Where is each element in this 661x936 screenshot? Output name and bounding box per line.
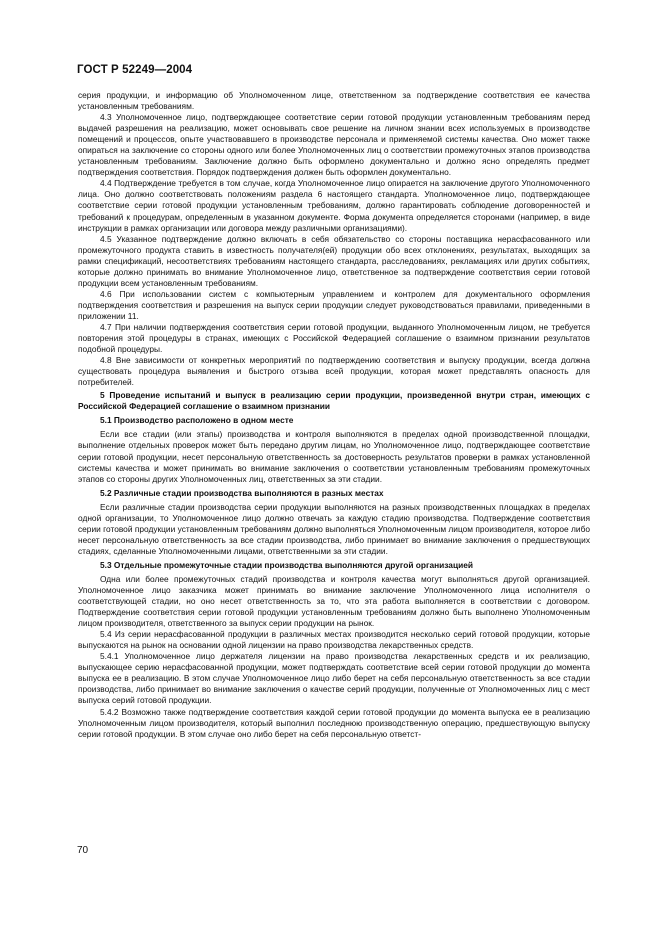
paragraph-4-5: 4.5 Указанное подтверждение должно включать в себя обязательство со стороны поставщика нерасфасованного или промежуточного продукта ставить в известность получателя(ей) продукции обо всех отклонениях, результатах, выходящих за рамки спецификаций, несоответствиях требованиям настоящего стандарта, расследованиях, рекламациях или других событиях, которые должно принимать во внимание Уполномоченное лицо, ответственное за подтверждение соответствия серии готовой продукции всем установленным требованиям. [78, 233, 590, 288]
paragraph-5-4-1: 5.4.1 Уполномоченное лицо держателя лицензии на право производства лекарственных средств и их реализацию, выпускающее серию нерасфасованной продукции, может подтверждать соответствие всей серии готовой продукции до момента выпуска ее в реализацию. В этом случае Уполномоченное лицо либо берет на себя персональную ответственность за все стадии производства, либо принимает во внимание заключения о качестве серий продукции, полученные от Уполномоченных лиц с мест выпуска серий готовой продукции. [78, 651, 590, 706]
paragraph-4-8: 4.8 Вне зависимости от конкретных мероприятий по подтверждению соответствия и выпуску продукции, всегда должна существовать процедура выявления и быстрого отзыва всей продукции, которая может представлять опасность для потребителей. [78, 355, 590, 388]
paragraph-5-4-2: 5.4.2 Возможно также подтверждение соответствия каждой серии готовой продукции до момента выпуска ее в реализацию Уполномоченным лицом производителя, который выполнил последнюю производственную операцию, предшествующую выпуску серии готовой продукции. В этом случае оно либо берет на себя персональную ответст- [78, 706, 590, 739]
section-5-heading: 5 Проведение испытаний и выпуск в реализацию серии продукции, произведенной внутри стран, имеющих с Российской Федерацией соглашение о взаимном признании [78, 390, 590, 412]
document-body [78, 90, 590, 740]
subsection-5-2-heading: 5.2 Различные стадии производства выполняются в разных местах [100, 487, 384, 498]
paragraph-5-4: 5.4 Из серии нерасфасованной продукции в различных местах производится несколько серий готовой продукции, которые выпускаются на рынок на основании одной лицензии на право производства лекарственных средств. [78, 629, 590, 651]
paragraph-continuation: серия продукции, и информацию об Уполномоченном лице, ответственном за подтверждение соответствия ее качества установленным требованиям. [78, 90, 590, 112]
paragraph-4-3: 4.3 Уполномоченное лицо, подтверждающее соответствие серии готовой продукции установленным требованиям перед выдачей разрешения на реализацию, может основывать свое решение на личном знании всех используемых в производстве помещений и процессов, опыте участвовавшего в производстве персонала и применяемой системы качества. Оно может также опираться на заключение со стороны одного или более Уполномоченных лиц о соответствии промежуточных этапов производства установленным требованиям. Заключение должно быть оформлено документально и должно ясно определять предмет подтверждения соответствия. Порядок подтверждения должен быть оформлен документально. [78, 112, 590, 178]
document-header: ГОСТ Р 52249—2004 [77, 64, 193, 76]
paragraph-5-1: Если все стадии (или этапы) производства и контроля выполняются в пределах одной производственной площадки, выполнение отдельных проверок может быть передано другим лицам, но Уполномоченное лицо, подтверждающее соответствие серии готовой продукции, несет персональную ответственность за достоверность результатов проверки в рамках установленной системы качества и может принимать во внимание заключения о соответствии установленным требованиям промежуточных этапов со стороны других Уполномоченных лиц, ответственных за эти стадии. [78, 429, 590, 484]
paragraph-5-2: Если различные стадии производства серии продукции выполняются на разных производственных площадках в пределах одной организации, то Уполномоченное лицо должно отвечать за каждую стадию производства. Подтверждение соответствия серии готовой продукции установленным требованиям должно выполняться Уполномоченным лицом производителя, которое либо несет персональную ответственность за все стадии производства, либо принимает во внимание заключения о предшествующих стадиях, сделанные Уполномоченными лицами, ответственными за эти стадии. [78, 501, 590, 556]
paragraph-5-3: Одна или более промежуточных стадий производства и контроля качества могут выполняться другой организацией. Уполномоченное лицо заказчика может принимать во внимание заключение Уполномоченного лица исполнителя о соответствующей стадии, но оно несет ответственность за то, что эта работа выполняется в соответствии с договором. Подтверждение соответствия серии готовой продукции установленным требованиям должно быть выполнено Уполномоченным лицом производителя, ответственного за выпуск серии продукции на рынок. [78, 573, 590, 629]
page-number: 70 [77, 845, 89, 856]
paragraph-4-4: 4.4 Подтверждение требуется в том случае, когда Уполномоченное лицо опирается на заключение другого Уполномоченного лица. Оно должно соответствовать положениям раздела 6 настоящего стандарта. Уполномоченное лицо, подтверждающее соответствие серии готовой продукции установленным требованиям, должно гарантировать соблюдение договоренностей и требований к процедурам, определенным в указанном документе. Форма документа определяется сторонами (например, в виде инструкции в рамках организации или договора между различными организациями). [78, 178, 590, 233]
subsection-5-3-heading: 5.3 Отдельные промежуточные стадии производства выполняются другой организацией [100, 559, 473, 570]
paragraph-4-6: 4.6 При использовании систем с компьютерным управлением и контролем для документального оформления подтверждения соответствия и разрешения на выпуск серии продукции следует руководствоваться правилами, приведенными в приложении 11. [78, 288, 590, 321]
paragraph-4-7: 4.7 При наличии подтверждения соответствия серии готовой продукции, выданного Уполномоченным лицом, не требуется повторения этой процедуры в странах, имеющих с Российской Федерацией соглашение о взаимном признании результатов подобной процедуры. [78, 321, 590, 355]
subsection-5-1-heading: 5.1 Производство расположено в одном месте [100, 415, 294, 426]
